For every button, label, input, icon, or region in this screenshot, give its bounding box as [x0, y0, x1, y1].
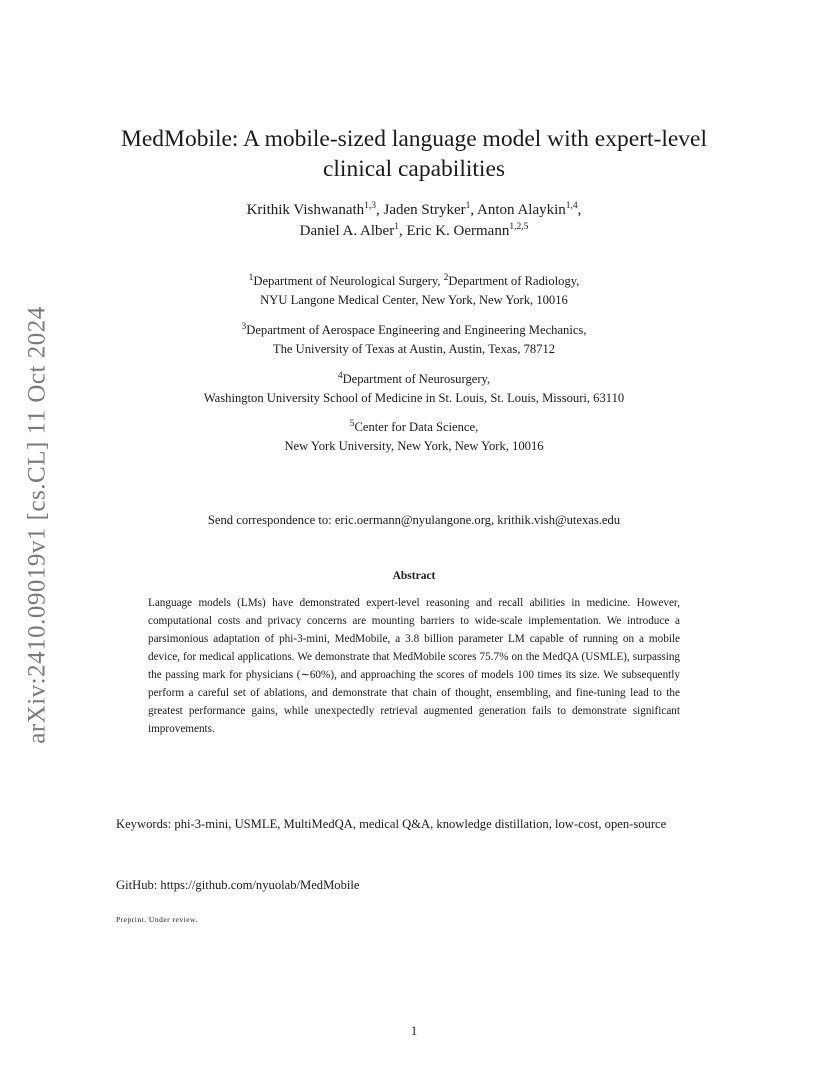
correspondence-line: Send correspondence to: eric.oermann@nyulangone.org, krithik.vish@utexas.edu: [207, 513, 621, 527]
affiliation-department: Department of Radiology,: [448, 274, 580, 288]
affiliation-block: [100, 272, 728, 310]
affiliation-department: Department of Neurological Surgery,: [253, 274, 444, 288]
abstract-heading: Abstract: [392, 570, 436, 582]
author-name: Daniel A. Alber: [299, 223, 395, 239]
paper-title-line-2: clinical capabilities: [322, 156, 506, 182]
affiliation-department: Department of Aerospace Engineering and Engineering Mechanics,: [246, 323, 587, 337]
author-name: Jaden Stryker: [383, 202, 466, 218]
affiliation-institution: NYU Langone Medical Center, New York, New York, 10016: [260, 293, 568, 307]
affiliation-mark: 4: [337, 370, 343, 381]
paper-title: [100, 124, 728, 184]
author-name: Eric K. Oermann: [406, 223, 510, 239]
author-name: Anton Alaykin: [477, 202, 566, 218]
affiliation-institution: New York University, New York, New York, 10016: [284, 439, 544, 453]
affiliation-block: [100, 321, 728, 359]
author-affiliation-mark: 1,4: [565, 201, 578, 211]
page-number: 1: [410, 1024, 418, 1038]
affiliation-block: [100, 370, 728, 408]
keywords-line: Keywords: phi-3-mini, USMLE, MultiMedQA, medical Q&A, knowledge distillation, low-cost, open-source: [116, 817, 667, 831]
affiliation-department: Department of Neurosurgery,: [342, 372, 491, 386]
paper-title-line-1: MedMobile: A mobile-sized language model with expert-level: [120, 126, 708, 152]
affiliation-mark: 5: [349, 418, 355, 429]
affiliation-mark: 3: [241, 321, 247, 332]
author-affiliation-mark: 1,2,5: [509, 222, 529, 232]
affiliation-institution: The University of Texas at Austin, Austin, Texas, 78712: [272, 342, 556, 356]
affiliation-mark: 1: [248, 272, 254, 283]
author-affiliation-mark: 1: [394, 222, 399, 232]
abstract-text: Language models (LMs) have demonstrated expert-level reasoning and recall abilities in medicine. However, computational costs and privacy concerns are mounting barriers to wide-scale implementation. We introduce a parsimonious adaptation of phi-3-mini, MedMobile, a 3.8 billion parameter LM capable of running on a mobile device, for medical applications. We demonstrate that MedMobile scores 75.7% on the MedQA (USMLE), surpassing the passing mark for physicians (∼60%), and approaching the scores of models 100 times its size. We subsequently perform a careful set of ablations, and demonstrate that chain of thought, ensembling, and fine-tuning lead to the greatest performance gains, while unexpectedly retrieval augmented generation fails to demonstrate significant improvements.: [148, 597, 680, 735]
author-name: Krithik Vishwanath: [246, 202, 365, 218]
affiliation-block: [100, 418, 728, 456]
arxiv-identifier-stamp: [18, 290, 58, 760]
affiliation-mark: 2: [443, 272, 449, 283]
author-affiliation-mark: 1,3: [364, 201, 377, 211]
affiliation-department: Center for Data Science,: [354, 420, 479, 434]
affiliation-institution: Washington University School of Medicine in St. Louis, St. Louis, Missouri, 63110: [203, 391, 625, 405]
preprint-note: Preprint. Under review.: [116, 915, 198, 924]
author-list: Krithik Vishwanath$^{1,3}$, Jaden Stryker$^1$, Anton Alaykin$^{1,4}$, Daniel A. Alber$^1$, Eric K. Oermann$^{1,2,5}$: [246, 201, 582, 239]
author-affiliation-mark: 1: [465, 201, 471, 211]
arxiv-identifier-text: arXiv:2410.09019v1 [cs.CL] 11 Oct 2024: [24, 306, 51, 744]
github-link-line: GitHub: https://github.com/nyuolab/MedMobile: [116, 878, 360, 892]
